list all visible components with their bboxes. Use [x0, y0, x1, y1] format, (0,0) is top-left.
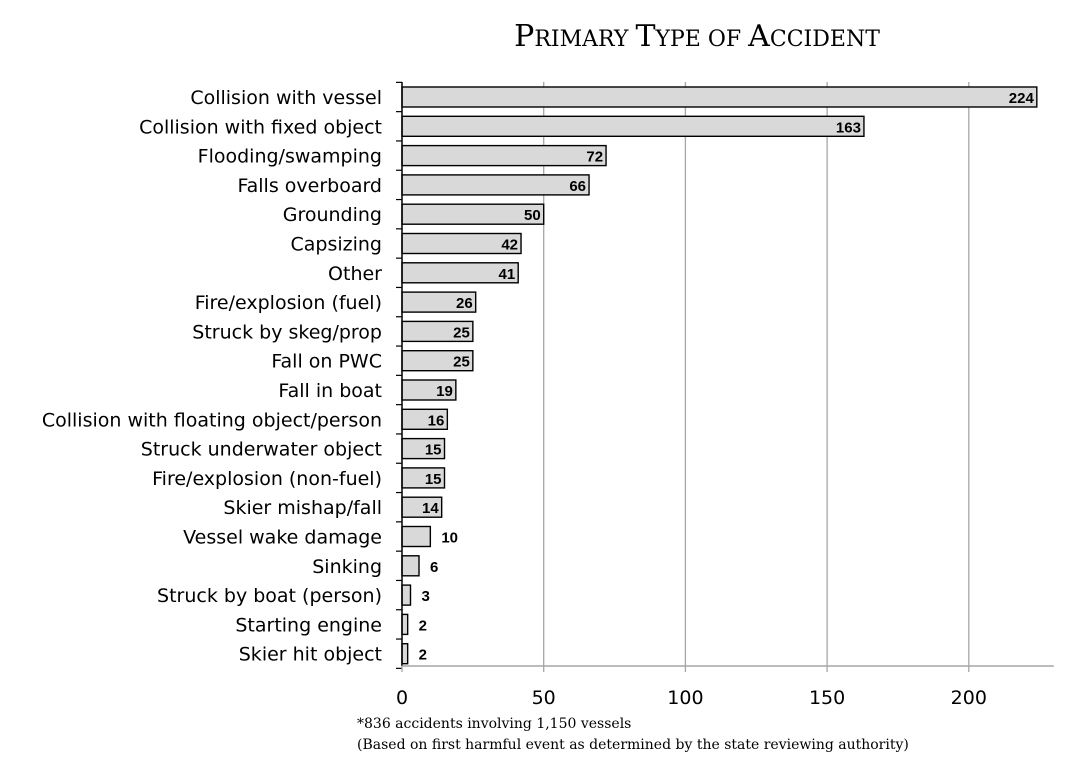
footnote-line-2: (Based on first harmful event as determined by the state reviewing authority)	[357, 737, 909, 753]
category-label-7: Fire/explosion (fuel)	[194, 292, 382, 315]
category-label-18: Starting engine	[235, 614, 382, 637]
value-label-7: 26	[455, 295, 473, 313]
category-label-13: Fire/explosion (non-fuel)	[152, 467, 382, 490]
category-label-1: Collision with fixed object	[139, 116, 382, 139]
category-label-12: Struck underwater object	[140, 438, 382, 461]
bar-4	[402, 204, 544, 224]
category-label-16: Sinking	[312, 555, 382, 578]
x-tick-label-200: 200	[950, 687, 987, 709]
bar-3	[402, 175, 589, 195]
category-label-14: Skier mishap/fall	[223, 497, 382, 520]
bar-18	[402, 614, 408, 634]
category-label-3: Falls overboard	[237, 174, 382, 197]
value-label-18: 2	[418, 617, 428, 635]
axes	[396, 82, 1054, 672]
category-label-11: Collision with floating object/person	[41, 409, 382, 432]
category-label-9: Fall on PWC	[271, 350, 382, 373]
x-tick-label-50: 50	[531, 687, 556, 709]
value-label-0: 224	[1008, 90, 1034, 107]
category-label-8: Struck by skeg/prop	[192, 321, 382, 344]
bar-19	[402, 644, 408, 664]
category-label-0: Collision with vessel	[190, 87, 382, 109]
value-label-12: 15	[424, 441, 442, 459]
category-label-4: Grounding	[282, 204, 382, 227]
bar-2	[402, 146, 606, 166]
value-label-16: 6	[430, 558, 439, 576]
value-label-19: 2	[418, 646, 428, 664]
bar-17	[402, 585, 411, 605]
category-label-15: Vessel wake damage	[183, 526, 382, 549]
category-label-17: Struck by boat (person)	[157, 585, 382, 608]
x-tick-label-100: 100	[667, 687, 704, 709]
value-label-15: 10	[441, 529, 459, 547]
category-label-19: Skier hit object	[238, 643, 382, 666]
chart-title: PRIMARY TYPE OF ACCIDENT	[514, 19, 880, 54]
bar-0	[402, 87, 1037, 107]
value-label-8: 25	[453, 324, 470, 342]
value-label-1: 163	[835, 119, 861, 137]
category-label-6: Other	[328, 262, 382, 285]
category-label-2: Flooding/swamping	[197, 145, 382, 168]
value-label-4: 50	[524, 207, 541, 225]
value-label-13: 15	[424, 470, 442, 488]
bar-16	[402, 556, 419, 576]
category-label-10: Fall in boat	[278, 380, 382, 402]
footnote-line-1: *836 accidents involving 1,150 vessels	[357, 716, 632, 732]
grid-lines	[544, 82, 969, 666]
value-label-5: 42	[501, 236, 519, 254]
category-label-5: Capsizing	[290, 233, 382, 256]
x-tick-label-150: 150	[808, 687, 846, 709]
value-label-10: 19	[436, 383, 453, 400]
value-label-6: 41	[498, 265, 516, 283]
x-tick-label-0: 0	[395, 687, 409, 709]
bars	[402, 87, 1037, 664]
value-label-17: 3	[421, 588, 430, 606]
value-label-11: 16	[427, 412, 445, 430]
value-label-14: 14	[421, 500, 439, 518]
bar-15	[402, 527, 430, 547]
value-label-3: 66	[569, 177, 587, 195]
bar-1	[402, 116, 864, 136]
value-label-9: 25	[453, 353, 470, 371]
value-label-2: 72	[586, 148, 604, 166]
